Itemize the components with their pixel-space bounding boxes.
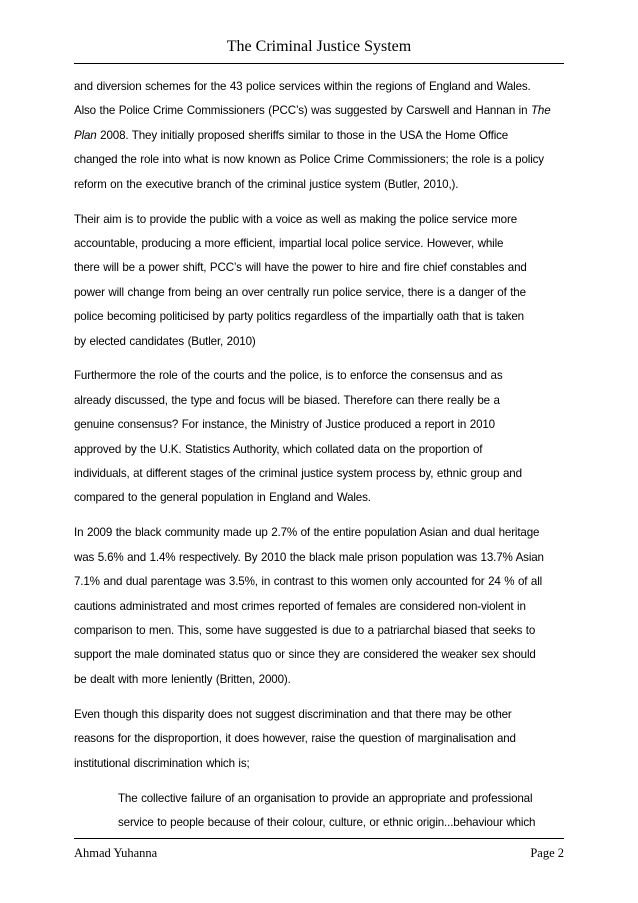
paragraph	[74, 208, 566, 354]
block-quote	[74, 787, 566, 836]
text-line: changed the role into what is now known as Police Crime Commissioners; the role is a policy	[74, 153, 544, 167]
paragraph	[74, 75, 566, 197]
paragraph	[74, 521, 566, 692]
text-line: support the male dominated status quo or since they are considered the weaker sex should	[74, 648, 536, 662]
text-segment: 2008. They initially proposed sheriffs similar to those in the USA the Home Office	[96, 128, 509, 142]
text-line: accountable, producing a more efficient, impartial local police service. However, while	[74, 236, 504, 250]
header-rule	[74, 63, 564, 64]
paragraph	[74, 703, 566, 776]
italic-title-segment: Plan	[74, 128, 97, 142]
footer-page-number: Page 2	[530, 846, 564, 860]
text-line: cautions administrated and most crimes reported of females are considered non-violent in	[74, 599, 526, 613]
text-line: was 5.6% and 1.4% respectively. By 2010 the black male prison population was 13.7% Asian	[74, 550, 544, 564]
text-line: Furthermore the role of the courts and the police, is to enforce the consensus and as	[74, 369, 503, 383]
text-line: institutional discrimination which is;	[74, 756, 250, 770]
text-line: be dealt with more leniently (Britten, 2000).	[74, 672, 291, 686]
text-line: approved by the U.K. Statistics Authority, which collated data on the proportion of	[74, 442, 483, 456]
text-line: comparison to men. This, some have suggested is due to a patriarchal biased that seeks to	[74, 623, 536, 637]
text-line	[74, 124, 566, 148]
paragraph	[74, 364, 566, 510]
text-line: and diversion schemes for the 43 police services within the regions of England and Wales.	[74, 80, 531, 93]
text-line: compared to the general population in England and Wales.	[74, 491, 371, 505]
text-segment: Also the Police Crime Commissioners (PCC’s) was suggested by Carswell and Hannan in	[74, 104, 531, 118]
paragraph-spacer	[74, 511, 566, 522]
paragraph-spacer	[74, 776, 566, 787]
paragraph-spacer	[74, 197, 566, 208]
text-line: reasons for the disproportion, it does however, raise the question of marginalisation and	[74, 732, 516, 746]
text-line: In 2009 the black community made up 2.7% of the entire population Asian and dual heritage	[74, 526, 540, 540]
text-line: already discussed, the type and focus will be biased. Therefore can there really be a	[74, 393, 500, 407]
paragraph-spacer	[74, 354, 566, 365]
footer-rule	[74, 838, 564, 839]
text-line: police becoming politicised by party politics regardless of the impartially oath that is taken	[74, 310, 524, 324]
text-line: individuals, at different stages of the criminal justice system process by, ethnic group and	[74, 467, 522, 481]
text-line: by elected candidates (Butler, 2010)	[74, 334, 256, 348]
text-line: 7.1% and dual parentage was 3.5%, in contrast to this women only accounted for 24 % of all	[74, 575, 543, 589]
text-line: genuine consensus? For instance, the Ministry of Justice produced a report in 2010	[74, 418, 495, 432]
italic-title-segment: The	[530, 104, 551, 118]
document-body	[74, 75, 566, 835]
page-header-title: The Criminal Justice System	[226, 38, 412, 55]
quote-line: service to people because of their colour, culture, or ethnic origin...behaviour which	[118, 815, 536, 829]
footer-author: Ahmad Yuhanna	[74, 846, 158, 860]
quote-line: The collective failure of an organisation to provide an appropriate and professional	[118, 791, 533, 805]
text-line: Even though this disparity does not suggest discrimination and that there may be other	[74, 707, 512, 721]
text-line	[74, 99, 566, 123]
text-line: reform on the executive branch of the criminal justice system (Butler, 2010,).	[74, 177, 459, 191]
text-line: there will be a power shift, PCC’s will have the power to hire and fire chief constables and	[74, 261, 527, 275]
text-line: power will change from being an over centrally run police service, there is a danger of the	[74, 285, 526, 299]
paragraph-spacer	[74, 692, 566, 703]
text-line: Their aim is to provide the public with a voice as well as making the police service more	[74, 212, 517, 226]
